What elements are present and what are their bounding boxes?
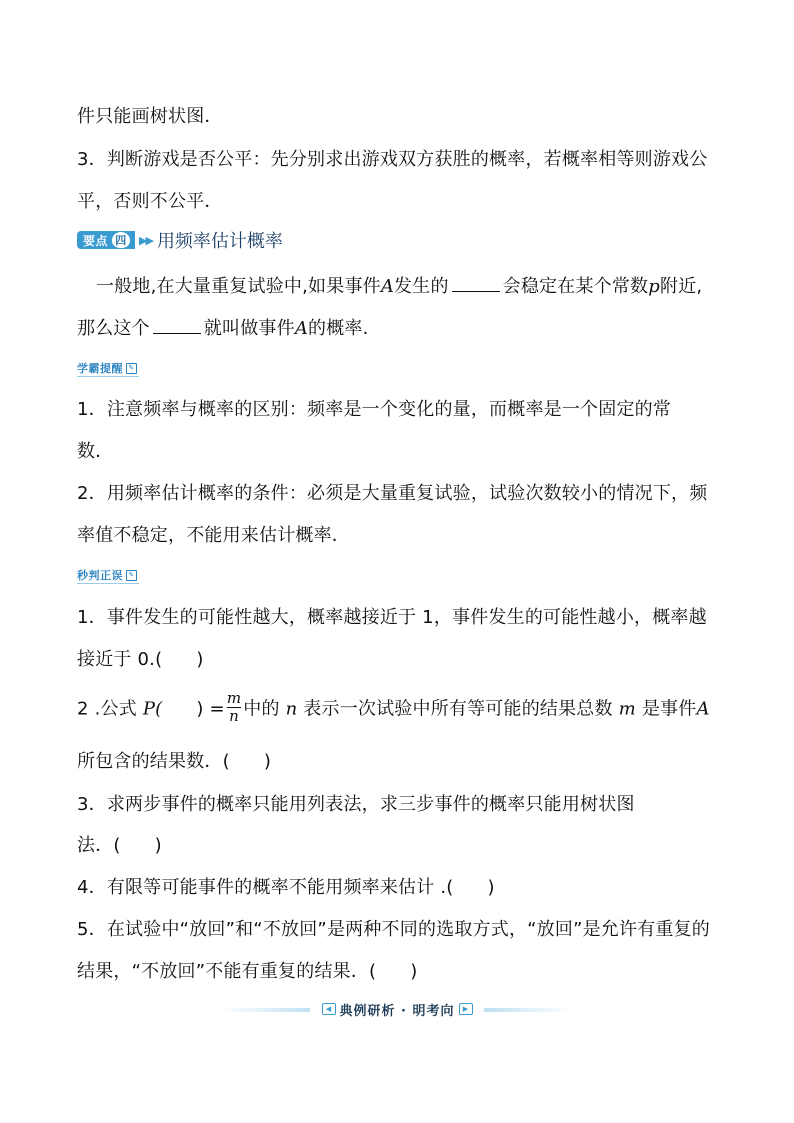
variable-p: P( xyxy=(142,698,163,720)
text: 发生的 xyxy=(394,276,449,297)
text: ) = xyxy=(196,698,225,720)
judge-q3b xyxy=(77,834,162,858)
tips-tag-label: 学霸提醒 xyxy=(77,362,123,375)
text: ) xyxy=(487,877,495,898)
text: 附近, xyxy=(660,276,703,297)
pencil-icon: ✎ xyxy=(126,570,137,581)
text: ) xyxy=(154,835,162,856)
variable-m: m xyxy=(618,698,636,720)
section-title: 用频率估计概率 xyxy=(156,231,283,252)
fill-blank-2[interactable] xyxy=(153,315,201,334)
double-arrow-icon: ▶▶ xyxy=(139,233,152,247)
judge-q5a: 5．在试验中“放回”和“不放回”是两种不同的选取方式，“放回”是允许有重复的 xyxy=(77,919,710,940)
text: 中的 xyxy=(243,698,280,720)
definition-line-1 xyxy=(96,273,702,299)
text: 所包含的结果数．( xyxy=(77,751,230,772)
variable-a: A xyxy=(294,318,309,339)
denominator: n xyxy=(229,707,239,725)
text: 法．( xyxy=(77,835,121,856)
text: 结果，“不放回”不能有重复的结果．( xyxy=(77,961,377,982)
footer-title: 典例研析 · 明考向 xyxy=(339,1003,455,1019)
pencil-icon: ✎ xyxy=(126,363,137,374)
tip-2a: 2．用频率估计概率的条件：必须是大量重复试验，试验次数较小的情况下，频 xyxy=(77,483,708,504)
variable-a: A xyxy=(380,276,395,297)
tip-2b: 率值不稳定，不能用来估计概率． xyxy=(77,525,350,546)
badge-label: 要点 xyxy=(83,233,109,248)
line-tree-diagram: 件只能画树状图． xyxy=(77,106,223,127)
badge-number: 四 xyxy=(111,231,131,249)
tips-tag xyxy=(77,360,139,377)
text: ) xyxy=(410,961,418,982)
judge-q2a xyxy=(77,689,710,726)
text: 是事件 xyxy=(641,698,697,720)
text: ) xyxy=(196,649,204,670)
text: 4．有限等可能事件的概率不能用频率来估计 .( xyxy=(77,877,454,898)
tip-1a: 1．注意频率与概率的区别：频率是一个变化的量，而概率是一个固定的常 xyxy=(77,399,672,420)
judge-q4 xyxy=(77,876,495,900)
text: ) xyxy=(263,751,272,772)
left-arrow-icon: ◀ xyxy=(322,1003,336,1015)
line-fairness-2: 平，否则不公平． xyxy=(77,191,223,212)
text: 一般地,在大量重复试验中,如果事件 xyxy=(96,276,381,297)
section-header xyxy=(77,227,283,253)
judge-q1b xyxy=(77,648,204,672)
variable-n: n xyxy=(285,698,298,720)
text: 2 .公式 xyxy=(77,698,137,720)
text: 接近于 0.( xyxy=(77,649,163,670)
judge-q1a: 1．事件发生的可能性越大，概率越接近于 1，事件发生的可能性越小，概率越 xyxy=(77,607,707,628)
judge-q2b xyxy=(77,750,271,774)
judge-q5b xyxy=(77,960,418,984)
fraction-m-over-n xyxy=(227,690,241,725)
text: 的概率. xyxy=(308,318,369,339)
definition-line-2 xyxy=(77,315,369,341)
text: 那么这个 xyxy=(77,318,150,339)
text: 表示一次试验中所有等可能的结果总数 xyxy=(303,698,613,720)
text: 就叫做事件 xyxy=(203,318,295,339)
variable-p: p xyxy=(648,276,660,297)
right-arrow-icon: ▶ xyxy=(459,1003,473,1015)
judge-tag-label: 秒判正误 xyxy=(77,569,123,582)
judge-q3a: 3．求两步事件的概率只能用列表法，求三步事件的概率只能用树状图 xyxy=(77,794,635,815)
line-fairness-1: 3．判断游戏是否公平：先分别求出游戏双方获胜的概率，若概率相等则游戏公 xyxy=(77,149,708,170)
judge-tag xyxy=(77,567,139,584)
fill-blank-1[interactable] xyxy=(452,273,500,292)
key-point-badge xyxy=(77,231,135,249)
numerator: m xyxy=(226,689,242,707)
variable-a: A xyxy=(696,698,710,720)
text: 会稳定在某个常数 xyxy=(502,276,649,297)
tip-1b: 数． xyxy=(77,441,114,462)
section-footer xyxy=(220,1000,574,1018)
